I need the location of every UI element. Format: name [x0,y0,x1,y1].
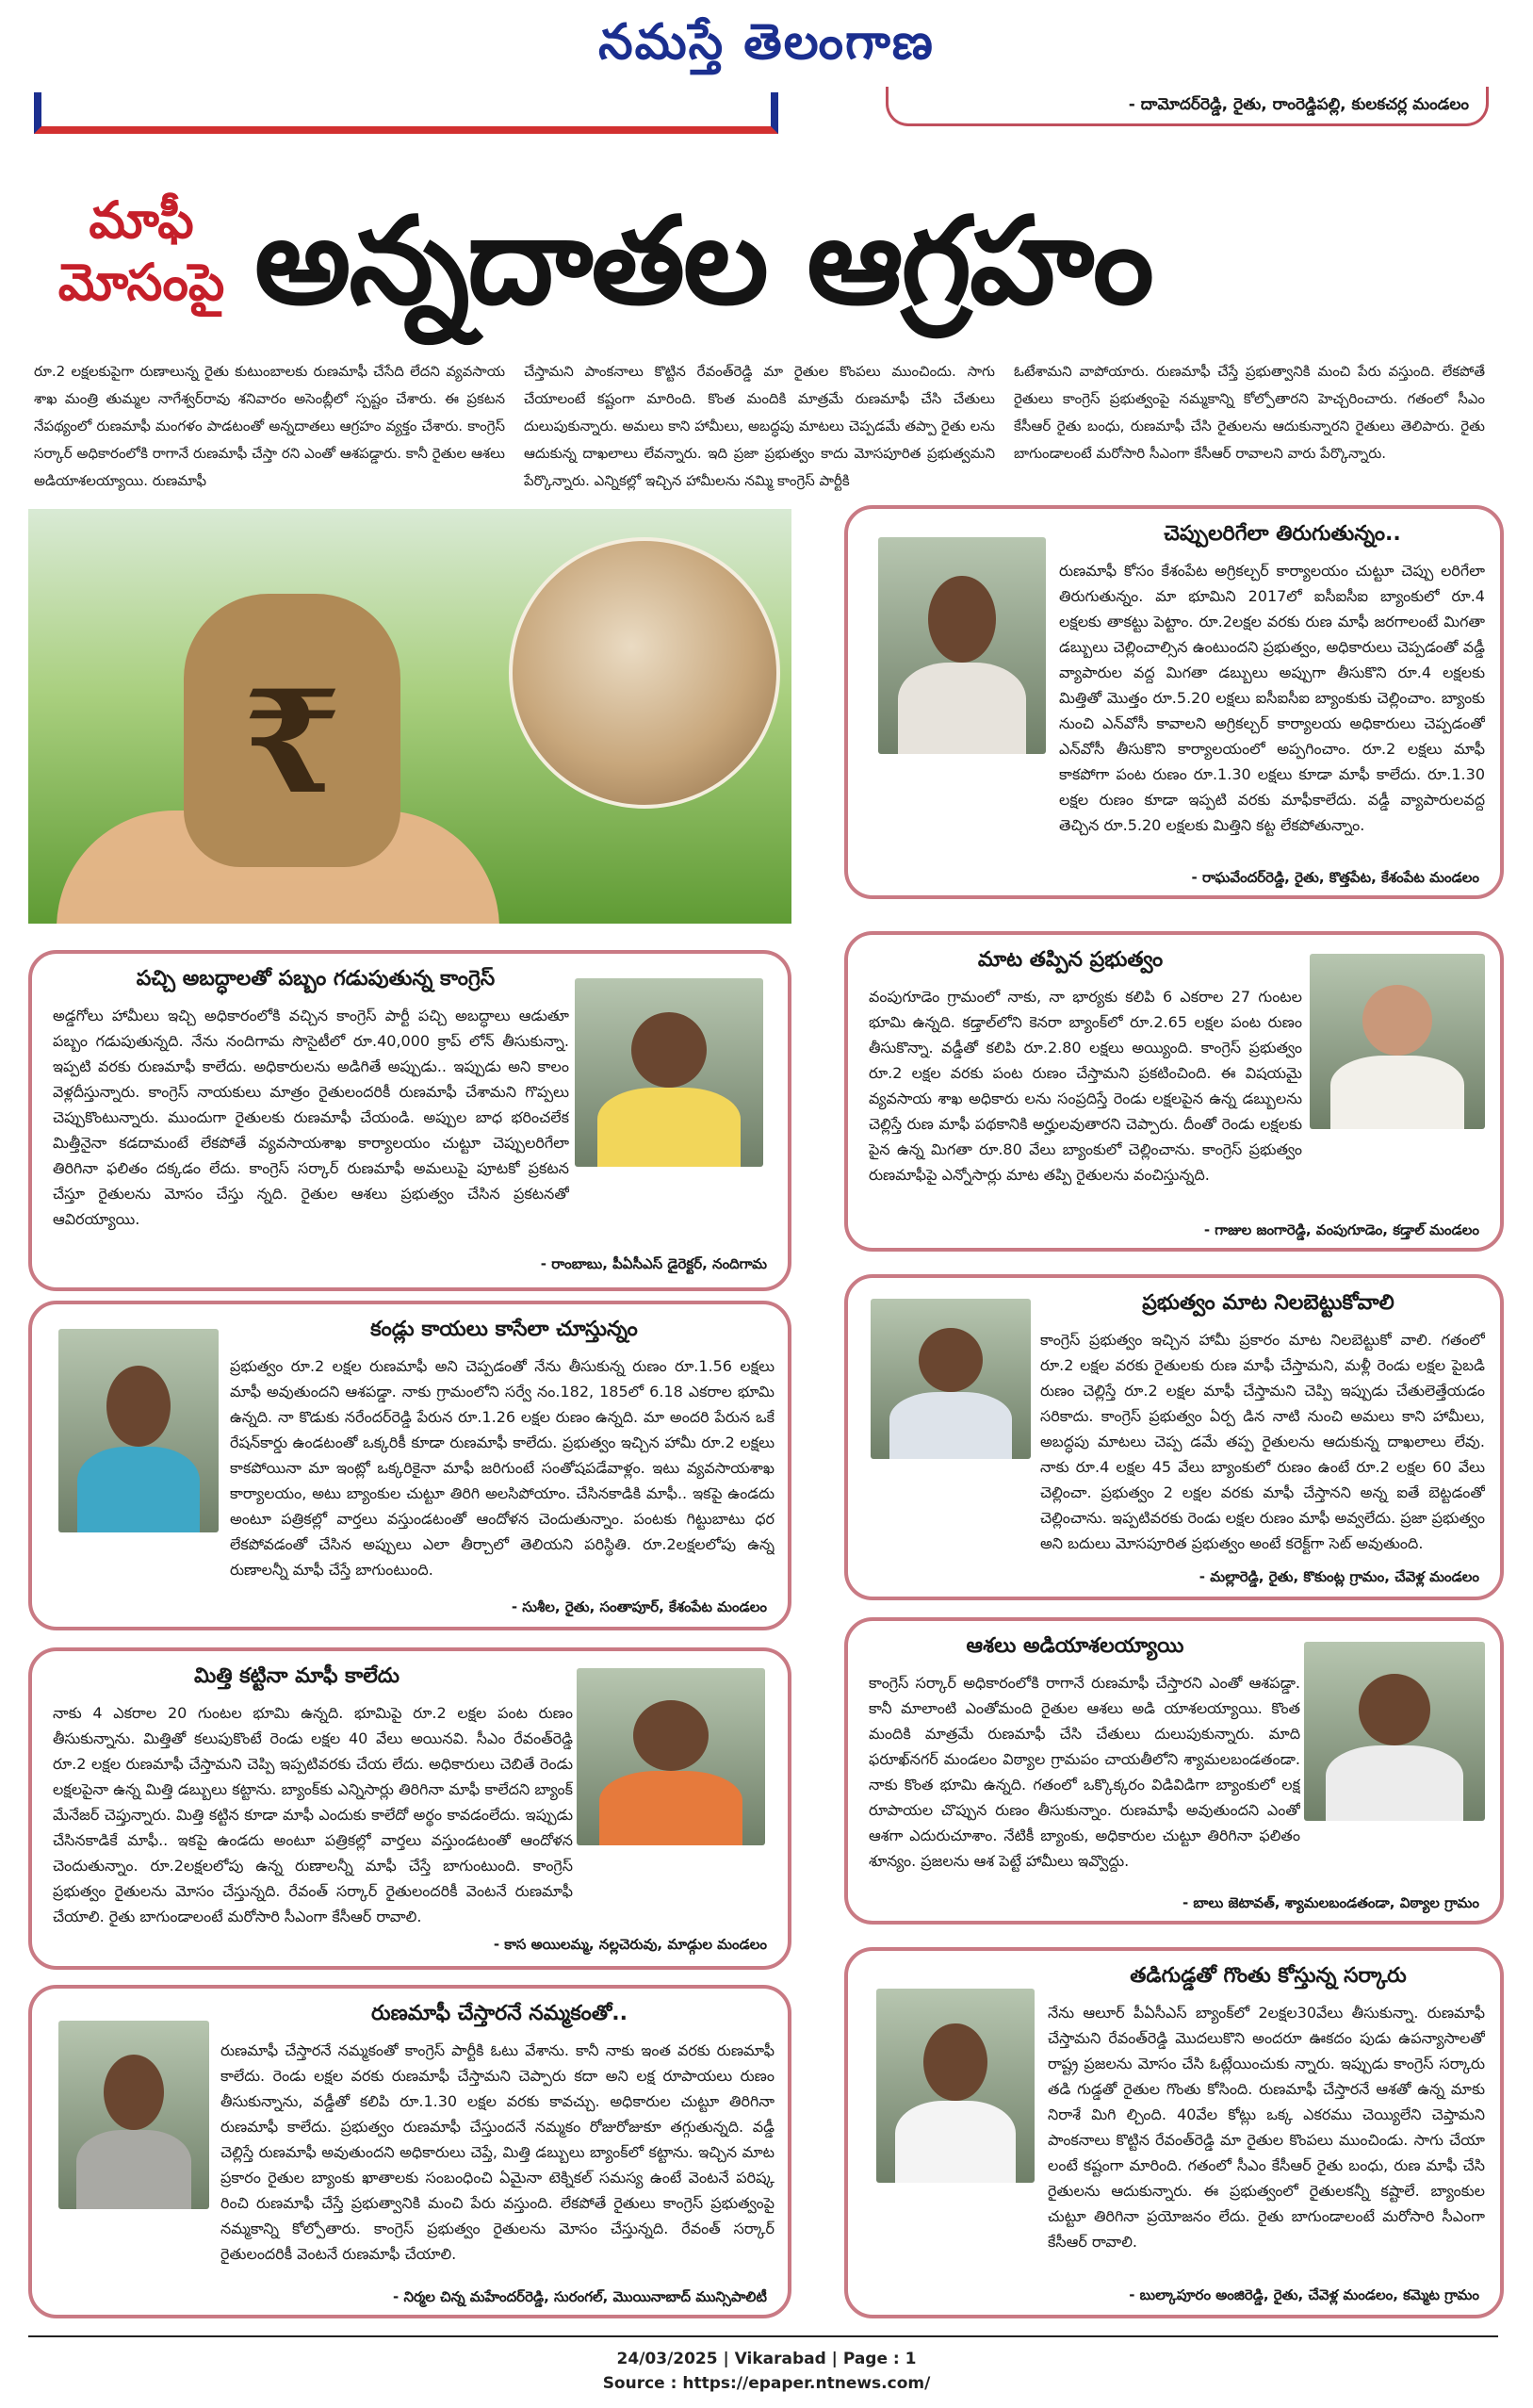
person-photo [1310,954,1485,1129]
story-body: అడ్డగోలు హామీలు ఇచ్చి అధికారంలోకి వచ్చిన కాంగ్రెస్ పార్టీ పచ్చి అబద్ధాలు ఆడుతూ పబ్బం గడుపుతున్నది. నేను నందిగామ సొసైటీలో రూ.40,000 క్రాప్ లోన్ తీసుకున్నా. ఇప్పటి వరకు రుణమాఫీ కాలేదు. అధికారులను అడిగితే అప్పుడు.. ఇప్పుడు అని కాలం వెళ్లదీస్తున్నారు. కాంగ్రెస్ నాయకులు మాత్రం రైతులందరికీ రుణమాఫీ చేశామని గొప్పలు చెప్పుకొంటున్నారు. ముందుగా రైతులకు రుణమాఫీ చేయండి. అప్పుల బాధ భరించలేక మిత్తీనైనా కడదామంటే లేకపోతే వ్యవసాయశాఖ కార్యాలయం చుట్టూ చెప్పులరిగేలా తిరిగినా ఫలితం దక్కడం లేదు. కాంగ్రెస్ సర్కార్ రుణమాఫీ అమలుపై పూటకో ప్రకటన చేస్తూ రైతులను మోసం చేస్తు న్నది. రైతుల ఆశలు ప్రభుత్వం చేసిన ప్రకటనతో ఆవిరయ్యాయి. [53,1007,569,1228]
story-card [844,931,1504,1252]
story-title: పచ్చి అబద్ధాలతో పబ్బం గడుపుతున్న కాంగ్రెస్ [136,967,496,991]
masthead [0,0,1533,75]
story-signature: - రాఘవేందర్‌రెడ్డి, రైతు, కొత్తపేట, కేశంపేట మండలం [1191,869,1479,886]
story-body: రుణమాఫీ చేస్తారనే నమ్మకంతో కాంగ్రెస్ పార్టీకి ఓటు వేశాను. కానీ నాకు ఇంత వరకు రుణమాఫీ కాలేదు. రెండు లక్షల వరకు రుణమాఫీ చేస్తామని చెప్పారు కదా అని లక్ష రూపాయలు రుణం తీసుకున్నాను, వడ్డీతో కలిపి రూ.1.30 లక్షల వరకు కావచ్చు. అధికారుల చుట్టూ తిరిగినా రుణమాఫీ కాలేదు. ప్రభుత్వం రుణమాఫీ చేస్తుందనే నమ్మకం రోజురోజుకూ తగ్గుతున్నది. వడ్డీ చెల్లిస్తే రుణమాఫీ అవుతుందని అధికారులు చెప్తే, మిత్తి డబ్బులు బ్యాంక్‌లో కట్టాను. ఇచ్చిన మాట ప్రకారం రైతుల బ్యాంకు ఖాతాలకు సంబంధించి ఏమైనా టెక్నికల్ సమస్య ఉంటే వెంటనే పరిష్క రించి రుణమాఫీ చేస్తే ప్రభుత్వానికి మంచి పేరు వస్తుంది. లేకపోతే రైతులు కాంగ్రెస్ ప్రభుత్వంపై నమ్మకాన్ని కోల్పోతారు. కాంగ్రెస్ ప్రభుత్వం రైతులను మోసం చేస్తున్నది. రేవంత్ సర్కార్ రైతులందరికీ వెంటనే రుణమాఫీ చేయాలి. [220,2041,775,2263]
story-card [844,505,1504,899]
lead-column-1: రూ.2 లక్షలకుపైగా రుణాలున్న రైతు కుటుంబాలకు రుణమాఫీ చేసేది లేదని వ్యవసాయ శాఖ మంత్రి తుమ్మల నాగేశ్వర్‌రావు శనివారం అసెంబ్లీలో స్పష్టం చేశారు. ఈ ప్రకటన నేపథ్యంలో రుణమాఫీ మంగళం పాడటంతో అన్నదాతలు ఆగ్రహం వ్యక్తం చేశారు. కాంగ్రెస్ సర్కార్ అధికారంలోకి రాగానే రుణమాఫీ చేస్తా రని ఎంతో ఆశపడ్డారు. కానీ రైతుల ఆశలు అడియాశలయ్యాయి. రుణమాఫీ [34,363,505,489]
story-card [844,1274,1504,1600]
person-photo [871,1299,1031,1459]
story-title: ఆశలు అడియాశలయ్యాయి [966,1634,1184,1658]
hero-image [28,509,791,924]
person-photo [878,537,1046,754]
footer-source: Source : https://epaper.ntnews.com/ [602,2374,931,2393]
person-photo [58,2021,209,2209]
story-body: నేను ఆలూర్ పీఏసీఎస్ బ్యాంక్‌లో 2లక్షల30వేలు తీసుకున్నా. రుణమాఫీ చేస్తామని రేవంత్‌రెడ్డి మొదలుకొని అందరూ ఊకదం పుడు ఉపన్యాసాలతో రాష్ట్ర ప్రజలను మోసం చేసి ఓట్లేయించుకు న్నారు. ఇప్పుడు కాంగ్రెస్ సర్కారు తడి గుడ్డతో రైతుల గొంతు కోసింది. రుణమాఫీ చేస్తారనే ఆశతో ఉన్న మాకు నిరాశే మిగి ల్చింది. 40వేల కోట్లు ఒక్క ఎకరము చెయ్యిలేని చెప్తామని పాంకనాలు కొట్టిన రేవంత్‌రెడ్డి మా రైతుల కొంపలు ముంచిండు. సాగు చేయా లంటే కష్టంగా మారింది. గతంలో సీఎం కేసీఆర్ రైతు బంధు, రుణ మాఫీ చేసి రైతులను ఆదుకున్నారు. ఈ ప్రభుత్వంలో రైతులకన్నీ కష్టాలే. బ్యాంకుల చుట్టూ తిరిగినా ప్రయోజనం లేదు. రైతు బాగుండాలంటే మరోసారి సీఎంగా కేసీఆర్ రావాలి. [1048,2004,1485,2251]
top-quote-box [886,87,1489,126]
story-title: చెప్పులరిగేలా తిరుగుతున్నం.. [1164,522,1401,546]
story-signature: - రాంబాబు, పీఏసీఎస్ డైరెక్టర్, నందిగామ [540,1255,767,1272]
story-signature: - గాజుల జంగారెడ్డి, వంపుగూడెం, కడ్తాల్ మండలం [1203,1221,1479,1238]
lead-column-3: ఓటేశామని వాపోయారు. రుణమాఫీ చేస్తే ప్రభుత్వానికి మంచి పేరు వస్తుంది. లేకపోతే రైతులు కాంగ్రెస్ ప్రభుత్వంపై నమ్మకాన్ని కోల్పోతారని హెచ్చరించారు. గతంలో సీఎం కేసీఆర్ రైతు బంధు, రుణమాఫీ చేసి రైతులను ఆదుకున్నారని రైతులు తెలిపారు. రైతు బాగుండాలంటే మరోసారి సీఎంగా కేసీఆర్ రావాలని వారు పేర్కొన్నారు. [1014,363,1485,462]
lead-column-2: చేస్తామని పాంకనాలు కొట్టిన రేవంత్‌రెడ్డి మా రైతుల కొంపలు ముంచిందు. సాగు చేయాలంటే కష్టంగా మారింది. కొంత మందికి మాత్రమే రుణమాఫీ చేసి చేతులు దులుపుకున్నారు. అమలు కాని హామీలు, అబద్ధపు మాటలు చెప్పడమే తప్పా రైతు లను ఆదుకున్న దాఖలాలు లేవన్నారు. ఇది ప్రజా ప్రభుత్వం కాదు మోసపూరిత ప్రభుత్వమని పేర్కొన్నారు. ఎన్నికల్లో ఇచ్చిన హామీలను నమ్మి కాంగ్రెస్ పార్టీకి [524,363,995,489]
person-photo [577,1668,765,1845]
story-body: వంపుగూడెం గ్రామంలో నాకు, నా భార్యకు కలిపి 6 ఎకరాల 27 గుంటల భూమి ఉన్నది. కడ్తాల్‌లోని కెనరా బ్యాంక్‌లో రూ.2.65 లక్షల పంట రుణం తీసుకొన్నా. వడ్డీతో కలిపి రూ.2.80 లక్షలు అయ్యింది. కాంగ్రెస్ ప్రభుత్వం రూ.2 లక్షల వరకు పంట రుణం చేస్తామని ప్రకటించింది. ఈ విషయమై వ్యవసాయ శాఖ అధికారు లను సంప్రదిస్తే రెండు లక్షలపైన ఉన్న డబ్బులను చెల్లిస్తే రుణ మాఫీ పథకానికి అర్హులవుతారని చెప్పారు. దీంతో రెండు లక్షలకు పైన ఉన్న మిగతా రూ.80 వేలు బ్యాంకులో చెల్లించాను. కాంగ్రెస్ ప్రభుత్వం రుణమాఫీపై ఎన్నోసార్లు మాట తప్పి రైతులను వంచిస్తున్నది. [869,988,1302,1184]
headline-kicker [38,188,245,313]
story-signature: - కాస అయిలమ్మ, నల్లచెరువు, మాడ్గుల మండలం [493,1936,767,1953]
story-body: రుణమాఫీ కోసం కేశంపేట అగ్రికల్చర్ కార్యాలయం చుట్టూ చెప్పు లరిగేలా తిరుగుతున్నం. మా భూమిని 2017లో ఐసీఐసీఐ బ్యాంకులో రూ.4 లక్షలకు తాకట్టు పెట్టాం. రూ.2లక్షల వరకు రుణ మాఫీ జరగాలంటే మిగతా డబ్బులు చెల్లించాల్సిన ఉంటుందని ప్రభుత్వం, అధికారులు చెప్పడంతో వడ్డీ వ్యాపారుల వద్ద మిగతా డబ్బులు అప్పుగా తీసుకొని రూ.4 లక్షలకు మిత్తితో మొత్తం రూ.5.20 లక్షలు ఐసీఐసీఐ బ్యాంకుకు చెల్లించాం. బ్యాంకు నుంచి ఎన్‌వోసీ కావాలని అగ్రికల్చర్ కార్యాలయ అధికారులు చెప్పడంతో ఎన్‌వోసీ తీసుకొని కార్యాలయంలో అప్పగించాం. రూ.2 లక్షలు మాఫీ కాకపోగా పంట రుణం రూ.1.30 లక్షలు కూడా మాఫీ కాలేదు. రూ.1.30 లక్షల రుణం కూడా ఇప్పటి వరకు మాఫీకాలేదు. వడ్డీ వ్యాపారులవద్ద తెచ్చిన రూ.5.20 లక్షలకు మిత్తిని కట్ట లేకపోతున్నాం. [1059,562,1485,834]
story-body: ప్రభుత్వం రూ.2 లక్షల రుణమాఫీ అని చెప్పడంతో నేను తీసుకున్న రుణం రూ.1.56 లక్షలు మాఫీ అవుతుందని ఆశపడ్డా. నాకు గ్రామంలోని సర్వే నం.182, 185లో 6.18 ఎకరాల భూమి ఉన్నది. నా కొడుకు నరేందర్‌రెడ్డి పేరున రూ.1.26 లక్షల రుణం ఉన్నది. మా అందరి పేరున ఒకే రేషన్‌కార్డు ఉండటంతో ఒక్కరికీ కూడా రుణమాఫీ కాలేదు. ప్రభుత్వం ఇచ్చిన హామీ రూ.2 లక్షలు కాకపోయినా మా ఇంట్లో ఒక్కరికైనా మాఫీ జరిగుంటే సంతోషపడేవాళ్లం. ఇటు వ్యవసాయశాఖ కార్యాలయం, అటు బ్యాంకుల చుట్టూ తిరిగి అలసిపోయాం. చేసినకాడికి మాఫీ.. ఇకపై ఉండదు అంటూ పత్రికల్లో వార్తలు వస్తుండటంతో ఆందోళన చెందుతున్నాం. పంటకు గిట్టుబాటు ధర లేకపోవడంతో చేసిన అప్పులు ఎలా తీర్చాలో తెలియని పరిస్థితి. రూ.2లక్షలలోపు ఉన్న రుణాలన్నీ మాఫీ చేస్తే బాగుంటుంది. [230,1357,775,1579]
kicker-line-2: మోసంపై [57,252,225,312]
story-body: కాంగ్రెస్ సర్కార్ అధికారంలోకి రాగానే రుణమాఫీ చేస్తారని ఎంతో ఆశపడ్డా. కానీ మాలాంటి ఎంతోమంది రైతుల ఆశలు అడి యాశలయ్యాయి. కొంత మందికి మాత్రమే రుణమాఫీ చేసి చేతులు దులుపుకున్నారు. మాది ఫరూఖ్‌నగర్ మండలం విఠ్యాల గ్రామపం చాయతీలోని శ్యామలబండతండా. నాకు కొంత భూమి ఉన్నది. గతంలో ఒక్కొక్కరం విడివిడిగా బ్యాంకులో లక్ష రూపాయల చొప్పున రుణం తీసుకున్నాం. రుణమాఫీ అవుతుందని ఎంతో ఆశగా ఎదురుచూశాం. నేటికీ బ్యాంకు, అధికారుల చుట్టూ తిరిగినా ఫలితం శూన్యం. ప్రజలను ఆశ పెట్టే హామీలు ఇవ్వొద్దు. [869,1674,1300,1870]
story-title: కండ్లు కాయలు కాసేలా చూస్తున్నం [370,1318,638,1341]
story-title: మాట తప్పిన ప్రభుత్వం [977,948,1164,972]
story-card [844,1617,1504,1925]
person-photo [58,1329,219,1532]
newspaper-name: నమస్తే తెలంగాణ [598,13,935,71]
footer-edition: 24/03/2025 | Vikarabad | Page : 1 [616,2350,917,2368]
person-photo [1304,1642,1485,1821]
person-photo [876,1989,1035,2183]
top-quote-signature: - దామోదర్‌రెడ్డి, రైతు, రాంరెడ్డిపల్లి, కులకచర్ల మండలం [1128,95,1469,114]
footer [0,2347,1533,2396]
headline-main: అన్నదాతల ఆగ్రహం [254,191,1152,332]
story-card [844,1947,1504,2318]
story-title: మిత్తి కట్టినా మాఫీ కాలేదు [194,1664,400,1688]
footer-rule [28,2335,1498,2337]
story-card [28,1301,791,1630]
story-signature: - బాలు జెటావత్, శ్యామలబండతండా, విఠ్యాల గ్రామం [1182,1894,1479,1911]
story-title: రుణమాఫీ చేస్తారనే నమ్మకంతో.. [370,2002,628,2025]
top-left-box [34,92,778,134]
story-card [28,1985,791,2318]
story-body: కాంగ్రెస్ ప్రభుత్వం ఇచ్చిన హామీ ప్రకారం మాట నిలబెట్టుకో వాలి. గతంలో రూ.2 లక్షల వరకు రైతులకు రుణ మాఫీ చేస్తామని, మళ్లీ రెండు లక్షల పైబడి రుణం చెల్లిస్తే రూ.2 లక్షల మాఫీ చేస్తామని చెప్పి ఇప్పుడు చేతులెత్తేయడం సరికాదు. కాంగ్రెస్ ప్రభుత్వం ఏర్ప డిన నాటి నుంచి అమలు కాని హామీలు, అబద్ధపు మాటలు చెప్ప డమే తప్ప రైతులను ఆదుకున్న దాఖలాలు లేవు. నాకు రూ.4 లక్షల 45 వేలు బ్యాంకులో రుణం ఉంటే రూ.2 లక్షల 60 వేలు చెల్లించా. ప్రభుత్వం 2 లక్షల వరకు మాఫీ చేస్తానని అన్న ఐతే బెట్టడంతో చెల్లించాను. ఇప్పటివరకు రెండు లక్షల రుణం మాఫీ అవ్వలేదు. ప్రజా ప్రభుత్వం అని బదులు మోసపూరిత ప్రభుత్వం అంటే కరెక్ట్‌గా సెట్ అవుతుంది. [1040,1331,1485,1552]
rupee-icon: ₹ [242,660,342,826]
kicker-line-1: మాఫీ [89,189,194,250]
story-body: నాకు 4 ఎకరాల 20 గుంటల భూమి ఉన్నది. భూమిపై రూ.2 లక్షల పంట రుణం తీసుకున్నాను. మిత్తితో కలుపుకొంటే రెండు లక్షల 40 వేలు అయినవి. సీఎం రేవంత్‌రెడ్డి రూ.2 లక్షల రుణమాఫీ చేస్తామని చెప్పి ఇప్పటివరకు చేయ లేదు. అధికారులు చెబితే రెండు లక్షలపైనా ఉన్న మిత్తి డబ్బులు కట్టాను. బ్యాంక్‌కు ఎన్నిసార్లు తిరిగినా మాఫీ కాలేదని బ్యాంక్ మేనేజర్ చెప్తున్నారు. మిత్తి కట్టిన కూడా మాఫీ ఎందుకు కాలేదో అర్థం కావడంలేదు. ఇప్పుడు చేసినకాడికే మాఫీ.. ఇకపై ఉండదు అంటూ పత్రికల్లో వార్తలు వస్తుండటంతో ఆందోళన చెందుతున్నాం. రూ.2లక్షలలోపు ఉన్న రుణాలన్నీ మాఫీ చేస్తే బాగుంటుంది. కాంగ్రెస్ ప్రభుత్వం రైతులను మోసం చేస్తున్నది. రేవంత్ సర్కార్ రైతులందరికీ వెంటనే రుణమాఫీ చేయాలి. రైతు బాగుండాలంటే మరోసారి సీఎంగా కేసీఆర్ రావాలి. [53,1704,573,1925]
farmer-image [509,537,780,809]
story-title: ప్రభుత్వం మాట నిలబెట్టుకోవాలి [1142,1291,1394,1315]
story-signature: - మల్లారెడ్డి, రైతు, కొకుంట్ల గ్రామం, చేవెళ్ల మండలం [1199,1568,1479,1585]
story-signature: - సుశీల, రైతు, సంతాపూర్, కేశంపేట మండలం [511,1598,767,1615]
person-photo [575,978,763,1167]
story-title: తడిగుడ్డతో గొంతు కోస్తున్న సర్కారు [1130,1964,1407,1988]
story-card [28,950,791,1291]
story-signature: - బుల్కాపూరం అంజిరెడ్డి, రైతు, చేవెళ్ల మండలం, కమ్మెట గ్రామం [1129,2286,1479,2303]
story-signature: - నిర్మల చిన్న మహేందర్‌రెడ్డి, సురంగల్, మొయినాబాద్ మున్సిపాలిటీ [393,2288,767,2305]
story-card [28,1647,791,1970]
